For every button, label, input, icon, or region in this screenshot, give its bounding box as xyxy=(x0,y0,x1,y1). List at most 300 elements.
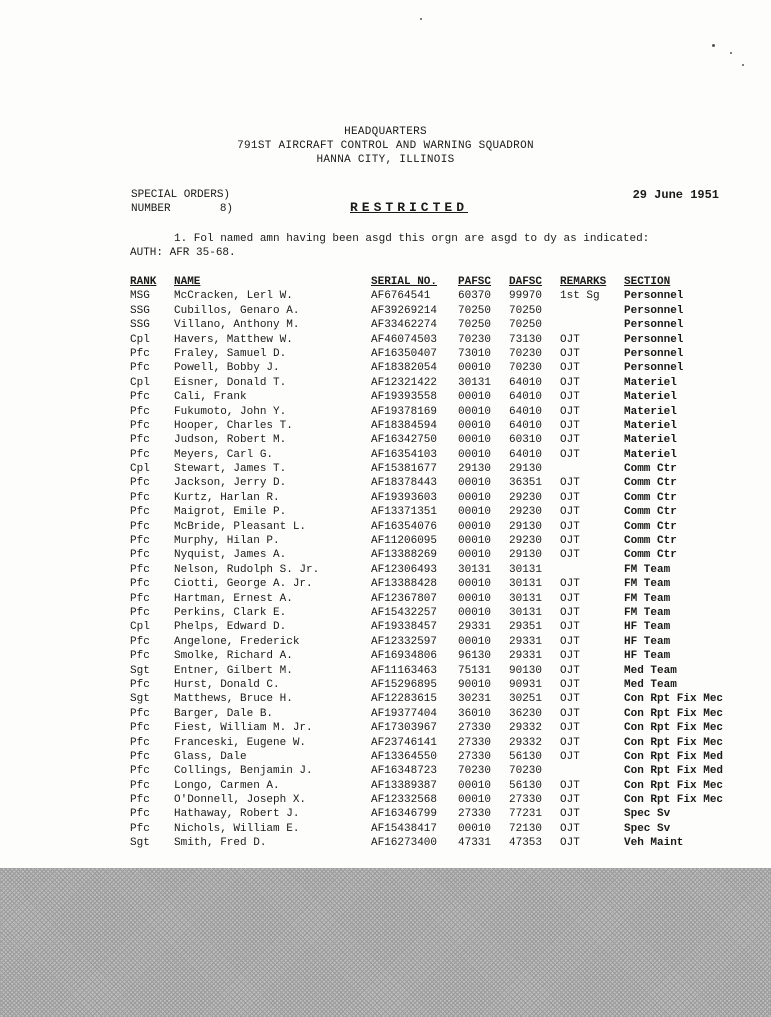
cell-dafsc: 56130 xyxy=(509,779,543,792)
table-row xyxy=(0,578,771,592)
cell-section: HF Team xyxy=(624,650,671,663)
cell-pafsc: 96130 xyxy=(458,650,492,663)
cell-name: Hartman, Ernest A. xyxy=(174,592,293,605)
cell-serial: AF12332568 xyxy=(371,794,438,807)
cell-rank: Pfc xyxy=(130,606,150,619)
cell-section: Personnel xyxy=(624,347,684,360)
cell-name: Entner, Gilbert M. xyxy=(174,664,293,677)
cell-dafsc: 30251 xyxy=(509,693,543,706)
table-row xyxy=(0,621,771,635)
scan-speck xyxy=(420,18,422,20)
cell-section: Con Rpt Fix Mec xyxy=(624,722,724,735)
order-date: 29 June 1951 xyxy=(632,188,719,202)
cell-serial: AF19393558 xyxy=(371,391,438,404)
cell-rank: Cpl xyxy=(130,376,150,389)
number-label: NUMBER xyxy=(131,203,171,215)
cell-rank: Pfc xyxy=(130,391,150,404)
cell-section: FM Team xyxy=(624,578,671,591)
cell-rank: Cpl xyxy=(130,621,150,634)
cell-dafsc: 64010 xyxy=(509,376,543,389)
cell-pafsc: 00010 xyxy=(458,606,492,619)
cell-rank: Pfc xyxy=(130,592,150,605)
cell-remarks: OJT xyxy=(560,405,580,418)
cell-rank: Cpl xyxy=(130,333,150,346)
cell-rank: Pfc xyxy=(130,779,150,792)
table-row xyxy=(0,636,771,650)
cell-pafsc: 70230 xyxy=(458,765,492,778)
special-orders-label: SPECIAL ORDERS) xyxy=(131,189,231,201)
cell-dafsc: 70250 xyxy=(509,319,543,332)
table-row xyxy=(0,837,771,851)
table-row xyxy=(0,348,771,362)
cell-dafsc: 36351 xyxy=(509,477,543,490)
cell-dafsc: 70230 xyxy=(509,347,543,360)
cell-name: Angelone, Frederick xyxy=(174,635,300,648)
cell-pafsc: 00010 xyxy=(458,491,492,504)
table-row xyxy=(0,722,771,736)
cell-name: Fraley, Samuel D. xyxy=(174,347,287,360)
cell-section: Comm Ctr xyxy=(624,463,677,476)
cell-serial: AF13388269 xyxy=(371,549,438,562)
cell-section: Materiel xyxy=(624,405,677,418)
cell-name: Hathaway, Robert J. xyxy=(174,808,300,821)
cell-name: Stewart, James T. xyxy=(174,463,287,476)
cell-rank: Pfc xyxy=(130,520,150,533)
classification-marking: RESTRICTED xyxy=(350,200,469,215)
cell-dafsc: 99970 xyxy=(509,290,543,303)
cell-serial: AF12283615 xyxy=(371,693,438,706)
cell-name: Matthews, Bruce H. xyxy=(174,693,293,706)
cell-remarks: OJT xyxy=(560,722,580,735)
table-row xyxy=(0,765,771,779)
cell-remarks: OJT xyxy=(560,549,580,562)
cell-rank: Pfc xyxy=(130,635,150,648)
header-line-2: 791ST AIRCRAFT CONTROL AND WARNING SQUADRON xyxy=(237,140,534,152)
table-header-row xyxy=(0,276,771,290)
cell-pafsc: 27330 xyxy=(458,736,492,749)
header-line-3: HANNA CITY, ILLINOIS xyxy=(316,154,455,166)
cell-section: Comm Ctr xyxy=(624,506,677,519)
cell-remarks: OJT xyxy=(560,678,580,691)
cell-pafsc: 30131 xyxy=(458,376,492,389)
cell-dafsc: 29332 xyxy=(509,722,543,735)
cell-dafsc: 36230 xyxy=(509,707,543,720)
assignment-roster xyxy=(0,276,771,852)
cell-pafsc: 00010 xyxy=(458,477,492,490)
table-row xyxy=(0,305,771,319)
cell-pafsc: 00010 xyxy=(458,520,492,533)
cell-dafsc: 29351 xyxy=(509,621,543,634)
header-name: NAME xyxy=(174,276,201,288)
paragraph-text: 1. Fol named amn having been asgd this orgn are asgd to dy as indicated: xyxy=(174,233,650,245)
cell-serial: AF16350407 xyxy=(371,347,438,360)
cell-dafsc: 29331 xyxy=(509,635,543,648)
cell-pafsc: 00010 xyxy=(458,535,492,548)
cell-dafsc: 70230 xyxy=(509,362,543,375)
table-row xyxy=(0,780,771,794)
cell-rank: Pfc xyxy=(130,549,150,562)
cell-pafsc: 00010 xyxy=(458,391,492,404)
cell-name: Glass, Dale xyxy=(174,750,247,763)
cell-name: Perkins, Clark E. xyxy=(174,606,287,619)
cell-section: Personnel xyxy=(624,319,684,332)
cell-remarks: OJT xyxy=(560,779,580,792)
cell-rank: Pfc xyxy=(130,750,150,763)
cell-name: Franceski, Eugene W. xyxy=(174,736,307,749)
cell-dafsc: 90931 xyxy=(509,678,543,691)
cell-section: Med Team xyxy=(624,664,677,677)
cell-rank: Pfc xyxy=(130,822,150,835)
cell-remarks: OJT xyxy=(560,822,580,835)
cell-dafsc: 77231 xyxy=(509,808,543,821)
cell-name: Nelson, Rudolph S. Jr. xyxy=(174,563,320,576)
cell-name: Hurst, Donald C. xyxy=(174,678,280,691)
header-dafsc: DAFSC xyxy=(509,276,543,288)
cell-serial: AF15381677 xyxy=(371,463,438,476)
table-row xyxy=(0,420,771,434)
cell-remarks: OJT xyxy=(560,578,580,591)
cell-rank: Pfc xyxy=(130,650,150,663)
cell-remarks: OJT xyxy=(560,794,580,807)
table-row xyxy=(0,650,771,664)
cell-pafsc: 00010 xyxy=(458,779,492,792)
cell-serial: AF16348723 xyxy=(371,765,438,778)
cell-dafsc: 47353 xyxy=(509,837,543,850)
cell-serial: AF12367807 xyxy=(371,592,438,605)
cell-name: Nichols, William E. xyxy=(174,822,300,835)
table-row xyxy=(0,751,771,765)
table-row xyxy=(0,679,771,693)
cell-serial: AF16354076 xyxy=(371,520,438,533)
cell-dafsc: 29331 xyxy=(509,650,543,663)
cell-pafsc: 27330 xyxy=(458,750,492,763)
table-row xyxy=(0,434,771,448)
cell-dafsc: 64010 xyxy=(509,405,543,418)
cell-rank: Pfc xyxy=(130,419,150,432)
cell-remarks: OJT xyxy=(560,520,580,533)
cell-remarks: OJT xyxy=(560,693,580,706)
cell-pafsc: 90010 xyxy=(458,678,492,691)
cell-remarks: OJT xyxy=(560,535,580,548)
table-row xyxy=(0,607,771,621)
cell-dafsc: 64010 xyxy=(509,391,543,404)
cell-remarks: OJT xyxy=(560,707,580,720)
cell-section: Con Rpt Fix Med xyxy=(624,765,724,778)
cell-rank: Pfc xyxy=(130,347,150,360)
cell-section: HF Team xyxy=(624,635,671,648)
cell-pafsc: 70250 xyxy=(458,304,492,317)
scan-speck xyxy=(712,44,715,47)
cell-pafsc: 75131 xyxy=(458,664,492,677)
cell-dafsc: 29130 xyxy=(509,520,543,533)
cell-section: Comm Ctr xyxy=(624,549,677,562)
table-row xyxy=(0,377,771,391)
cell-remarks: 1st Sg xyxy=(560,290,600,303)
header-pafsc: PAFSC xyxy=(458,276,492,288)
cell-rank: Pfc xyxy=(130,736,150,749)
cell-serial: AF6764541 xyxy=(371,290,431,303)
cell-pafsc: 00010 xyxy=(458,822,492,835)
cell-section: Materiel xyxy=(624,434,677,447)
cell-dafsc: 29130 xyxy=(509,463,543,476)
cell-name: Collings, Benjamin J. xyxy=(174,765,313,778)
cell-name: Barger, Dale B. xyxy=(174,707,274,720)
cell-remarks: OJT xyxy=(560,347,580,360)
cell-pafsc: 00010 xyxy=(458,405,492,418)
cell-name: Maigrot, Emile P. xyxy=(174,506,287,519)
cell-dafsc: 27330 xyxy=(509,794,543,807)
cell-serial: AF13389387 xyxy=(371,779,438,792)
cell-section: Comm Ctr xyxy=(624,535,677,548)
cell-serial: AF13388428 xyxy=(371,578,438,591)
table-row xyxy=(0,693,771,707)
cell-dafsc: 30131 xyxy=(509,606,543,619)
cell-section: Con Rpt Fix Mec xyxy=(624,779,724,792)
cell-serial: AF15296895 xyxy=(371,678,438,691)
table-row xyxy=(0,492,771,506)
cell-section: Veh Maint xyxy=(624,837,684,850)
cell-section: HF Team xyxy=(624,621,671,634)
cell-name: Smolke, Richard A. xyxy=(174,650,293,663)
cell-remarks: OJT xyxy=(560,606,580,619)
cell-rank: SSG xyxy=(130,319,150,332)
cell-pafsc: 27330 xyxy=(458,722,492,735)
authority-line: AUTH: AFR 35-68. xyxy=(130,247,236,259)
header-line-1: HEADQUARTERS xyxy=(344,126,427,138)
cell-remarks: OJT xyxy=(560,333,580,346)
cell-name: Meyers, Carl G. xyxy=(174,448,274,461)
cell-name: O'Donnell, Joseph X. xyxy=(174,794,307,807)
cell-serial: AF12306493 xyxy=(371,563,438,576)
cell-name: Ciotti, George A. Jr. xyxy=(174,578,313,591)
cell-section: Personnel xyxy=(624,304,684,317)
cell-rank: Sgt xyxy=(130,664,150,677)
cell-section: Spec Sv xyxy=(624,822,671,835)
cell-rank: Pfc xyxy=(130,405,150,418)
cell-name: Nyquist, James A. xyxy=(174,549,287,562)
cell-pafsc: 70250 xyxy=(458,319,492,332)
header-section: SECTION xyxy=(624,276,671,288)
cell-dafsc: 29230 xyxy=(509,506,543,519)
cell-remarks: OJT xyxy=(560,592,580,605)
cell-serial: AF18384594 xyxy=(371,419,438,432)
table-row xyxy=(0,564,771,578)
cell-name: Murphy, Hilan P. xyxy=(174,535,280,548)
cell-section: Con Rpt Fix Mec xyxy=(624,736,724,749)
cell-serial: AF13364550 xyxy=(371,750,438,763)
cell-rank: Pfc xyxy=(130,578,150,591)
cell-name: Villano, Anthony M. xyxy=(174,319,300,332)
cell-section: FM Team xyxy=(624,606,671,619)
cell-rank: Pfc xyxy=(130,362,150,375)
cell-dafsc: 70230 xyxy=(509,765,543,778)
table-row xyxy=(0,521,771,535)
paragraph-1 xyxy=(130,232,730,260)
table-row xyxy=(0,290,771,304)
cell-rank: Pfc xyxy=(130,808,150,821)
cell-remarks: OJT xyxy=(560,477,580,490)
table-row xyxy=(0,708,771,722)
cell-rank: Sgt xyxy=(130,693,150,706)
cell-name: Phelps, Edward D. xyxy=(174,621,287,634)
cell-remarks: OJT xyxy=(560,635,580,648)
cell-dafsc: 29230 xyxy=(509,491,543,504)
cell-section: Con Rpt Fix Mec xyxy=(624,693,724,706)
cell-rank: Pfc xyxy=(130,535,150,548)
table-row xyxy=(0,535,771,549)
table-row xyxy=(0,406,771,420)
cell-name: Hooper, Charles T. xyxy=(174,419,293,432)
cell-dafsc: 29230 xyxy=(509,535,543,548)
cell-remarks: OJT xyxy=(560,448,580,461)
cell-name: Fiest, William M. Jr. xyxy=(174,722,313,735)
cell-serial: AF11206095 xyxy=(371,535,438,548)
table-row xyxy=(0,334,771,348)
table-row xyxy=(0,808,771,822)
letterhead xyxy=(0,125,771,167)
cell-serial: AF39269214 xyxy=(371,304,438,317)
table-row xyxy=(0,362,771,376)
cell-name: Havers, Matthew W. xyxy=(174,333,293,346)
cell-pafsc: 00010 xyxy=(458,592,492,605)
table-row xyxy=(0,593,771,607)
cell-remarks: OJT xyxy=(560,434,580,447)
header-rank: RANK xyxy=(130,276,157,288)
cell-remarks: OJT xyxy=(560,750,580,763)
cell-serial: AF15432257 xyxy=(371,606,438,619)
cell-name: Fukumoto, John Y. xyxy=(174,405,287,418)
cell-name: Longo, Carmen A. xyxy=(174,779,280,792)
cell-pafsc: 00010 xyxy=(458,794,492,807)
cell-remarks: OJT xyxy=(560,376,580,389)
cell-name: Eisner, Donald T. xyxy=(174,376,287,389)
cell-pafsc: 36010 xyxy=(458,707,492,720)
table-row xyxy=(0,506,771,520)
cell-pafsc: 29331 xyxy=(458,621,492,634)
cell-pafsc: 00010 xyxy=(458,419,492,432)
cell-serial: AF18382054 xyxy=(371,362,438,375)
cell-pafsc: 00010 xyxy=(458,362,492,375)
table-row xyxy=(0,463,771,477)
cell-section: Personnel xyxy=(624,362,684,375)
cell-serial: AF19338457 xyxy=(371,621,438,634)
scan-speck xyxy=(742,64,744,66)
cell-serial: AF16273400 xyxy=(371,837,438,850)
cell-name: Powell, Bobby J. xyxy=(174,362,280,375)
cell-remarks: OJT xyxy=(560,506,580,519)
cell-dafsc: 64010 xyxy=(509,419,543,432)
cell-dafsc: 30131 xyxy=(509,563,543,576)
cell-section: Comm Ctr xyxy=(624,477,677,490)
cell-remarks: OJT xyxy=(560,419,580,432)
cell-remarks: OJT xyxy=(560,491,580,504)
cell-section: Materiel xyxy=(624,376,677,389)
table-row xyxy=(0,794,771,808)
cell-name: Jackson, Jerry D. xyxy=(174,477,287,490)
cell-remarks: OJT xyxy=(560,808,580,821)
cell-section: Con Rpt Fix Med xyxy=(624,750,724,763)
cell-name: McBride, Pleasant L. xyxy=(174,520,307,533)
cell-rank: Pfc xyxy=(130,434,150,447)
cell-pafsc: 00010 xyxy=(458,578,492,591)
table-row xyxy=(0,549,771,563)
cell-remarks: OJT xyxy=(560,391,580,404)
cell-section: Spec Sv xyxy=(624,808,671,821)
cell-section: Con Rpt Fix Mec xyxy=(624,794,724,807)
table-row xyxy=(0,319,771,333)
cell-rank: Pfc xyxy=(130,491,150,504)
header-serial: SERIAL NO. xyxy=(371,276,438,288)
cell-name: Judson, Robert M. xyxy=(174,434,287,447)
cell-section: Comm Ctr xyxy=(624,491,677,504)
cell-rank: Pfc xyxy=(130,678,150,691)
cell-rank: Pfc xyxy=(130,477,150,490)
table-row xyxy=(0,823,771,837)
cell-pafsc: 00010 xyxy=(458,635,492,648)
cell-rank: Pfc xyxy=(130,765,150,778)
cell-remarks: OJT xyxy=(560,664,580,677)
cell-dafsc: 29332 xyxy=(509,736,543,749)
cell-serial: AF19393603 xyxy=(371,491,438,504)
cell-serial: AF12321422 xyxy=(371,376,438,389)
cell-serial: AF13371351 xyxy=(371,506,438,519)
cell-dafsc: 64010 xyxy=(509,448,543,461)
cell-dafsc: 30131 xyxy=(509,592,543,605)
cell-rank: Cpl xyxy=(130,463,150,476)
cell-rank: Pfc xyxy=(130,794,150,807)
cell-remarks: OJT xyxy=(560,650,580,663)
special-orders-block xyxy=(131,188,233,216)
cell-rank: Pfc xyxy=(130,707,150,720)
cell-serial: AF17303967 xyxy=(371,722,438,735)
cell-name: Cali, Frank xyxy=(174,391,247,404)
cell-remarks: OJT xyxy=(560,621,580,634)
cell-pafsc: 27330 xyxy=(458,808,492,821)
cell-serial: AF18378443 xyxy=(371,477,438,490)
cell-name: Smith, Fred D. xyxy=(174,837,267,850)
cell-remarks: OJT xyxy=(560,837,580,850)
cell-serial: AF11163463 xyxy=(371,664,438,677)
cell-pafsc: 00010 xyxy=(458,434,492,447)
cell-dafsc: 72130 xyxy=(509,822,543,835)
cell-section: Personnel xyxy=(624,290,684,303)
cell-section: Comm Ctr xyxy=(624,520,677,533)
cell-serial: AF16346799 xyxy=(371,808,438,821)
cell-serial: AF19377404 xyxy=(371,707,438,720)
cell-serial: AF16342750 xyxy=(371,434,438,447)
table-row xyxy=(0,737,771,751)
cell-section: Personnel xyxy=(624,333,684,346)
cell-rank: Pfc xyxy=(130,722,150,735)
cell-dafsc: 60310 xyxy=(509,434,543,447)
cell-section: Materiel xyxy=(624,448,677,461)
cell-serial: AF16934806 xyxy=(371,650,438,663)
cell-pafsc: 00010 xyxy=(458,506,492,519)
table-row xyxy=(0,391,771,405)
cell-pafsc: 00010 xyxy=(458,448,492,461)
cell-name: Cubillos, Genaro A. xyxy=(174,304,300,317)
cell-section: Con Rpt Fix Mec xyxy=(624,707,724,720)
cell-serial: AF12332597 xyxy=(371,635,438,648)
cell-section: Materiel xyxy=(624,419,677,432)
cell-section: FM Team xyxy=(624,592,671,605)
cell-serial: AF46074503 xyxy=(371,333,438,346)
cell-pafsc: 29130 xyxy=(458,463,492,476)
header-remarks: REMARKS xyxy=(560,276,607,288)
cell-dafsc: 56130 xyxy=(509,750,543,763)
cell-rank: Pfc xyxy=(130,506,150,519)
table-row xyxy=(0,477,771,491)
